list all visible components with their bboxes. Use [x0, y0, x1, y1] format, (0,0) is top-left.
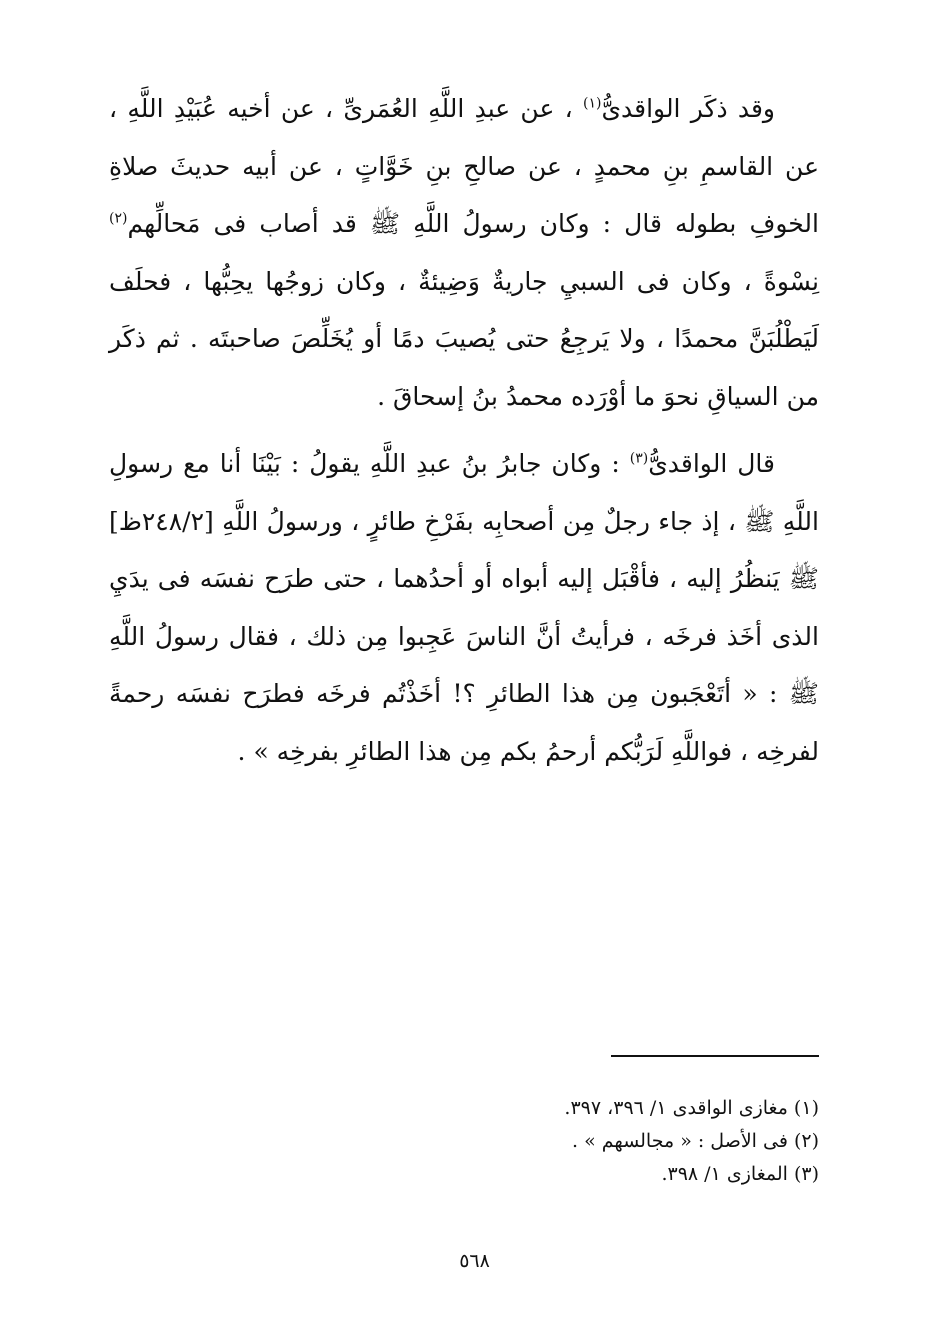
footnote-1: (١) مغازى الواقدى ١/ ٣٩٦، ٣٩٧.	[564, 1097, 819, 1119]
paragraph-2-part-2: : وكان جابرُ بنُ عبدِ اللَّهِ يقولُ : بَيْنَا أنا مع رسولِ اللَّهِ ﷺ ، إذ جاء رجلٌ مِن أصحابِه بفَرْخِ طائرٍ ، ورسولُ اللَّهِ [٢٤٨/٢ظ] ﷺ يَنظُرُ إليه ، فأقْبَل إليه أبواه أو أحدُهما ، حتى طرَح نفسَه فى يدَيِ الذى أخَذ فرخَه ، فرأيتُ أنَّ الناسَ عَجِبوا مِن ذلك ، فقال رسولُ اللَّهِ ﷺ : « أتَعْجَبون مِن هذا الطائرِ ؟! أخَذْتُم فرخَه فطرَح نفسَه رحمةً لفرخِه ، فواللَّهِ لَرَبُّكم أرحمُ بكم مِن هذا الطائرِ بفرخِه » .	[109, 449, 819, 766]
footnotes	[109, 1092, 819, 1191]
paragraph-1-part-3: نِسْوةً ، وكان فى السبيِ جاريةٌ وَضِيئةٌ ، وكان زوجُها يحِبُّها ، فحلَف لَيَطْلُبَنَّ محمدًا ، ولا يَرجِعُ حتى يُصيبَ دمًا أو يُخَلِّصَ صاحبتَه . ثم ذكَر من السياقِ نحوَ ما أوْرَده محمدُ بنُ إسحاقَ .	[109, 266, 819, 411]
footnote-ref-2: (٢)	[109, 210, 128, 227]
paragraph-1-part-2: ، عن عبدِ اللَّهِ العُمَرىِّ ، عن أخيه عُبَيْدِ اللَّهِ ، عن القاسمِ بنِ محمدٍ ، عن صالحِ بنِ خَوَّاتٍ ، عن أبيه حديثَ صلاةِ الخوفِ بطوله قال : وكان رسولُ اللَّهِ ﷺ قد أصاب فى مَحالِّهم	[109, 94, 819, 238]
paragraph-2	[109, 435, 819, 780]
main-text	[109, 80, 819, 780]
paragraph-2-part-1: قال الواقدىُّ	[648, 449, 775, 478]
paragraph-1-part-1: وقد ذكَر الواقدىُّ	[601, 94, 776, 123]
footnote-2: (٢) فى الأصل : « مجالسهم » .	[572, 1130, 819, 1152]
footnote-3: (٣) المغازى ١/ ٣٩٨.	[661, 1163, 819, 1185]
paragraph-1	[109, 80, 819, 425]
footnote-ref-1: (١)	[582, 95, 602, 112]
footnote-divider	[611, 1055, 819, 1057]
footnote-ref-3: (٣)	[629, 450, 649, 467]
page-number: ٥٦٨	[459, 1250, 490, 1272]
